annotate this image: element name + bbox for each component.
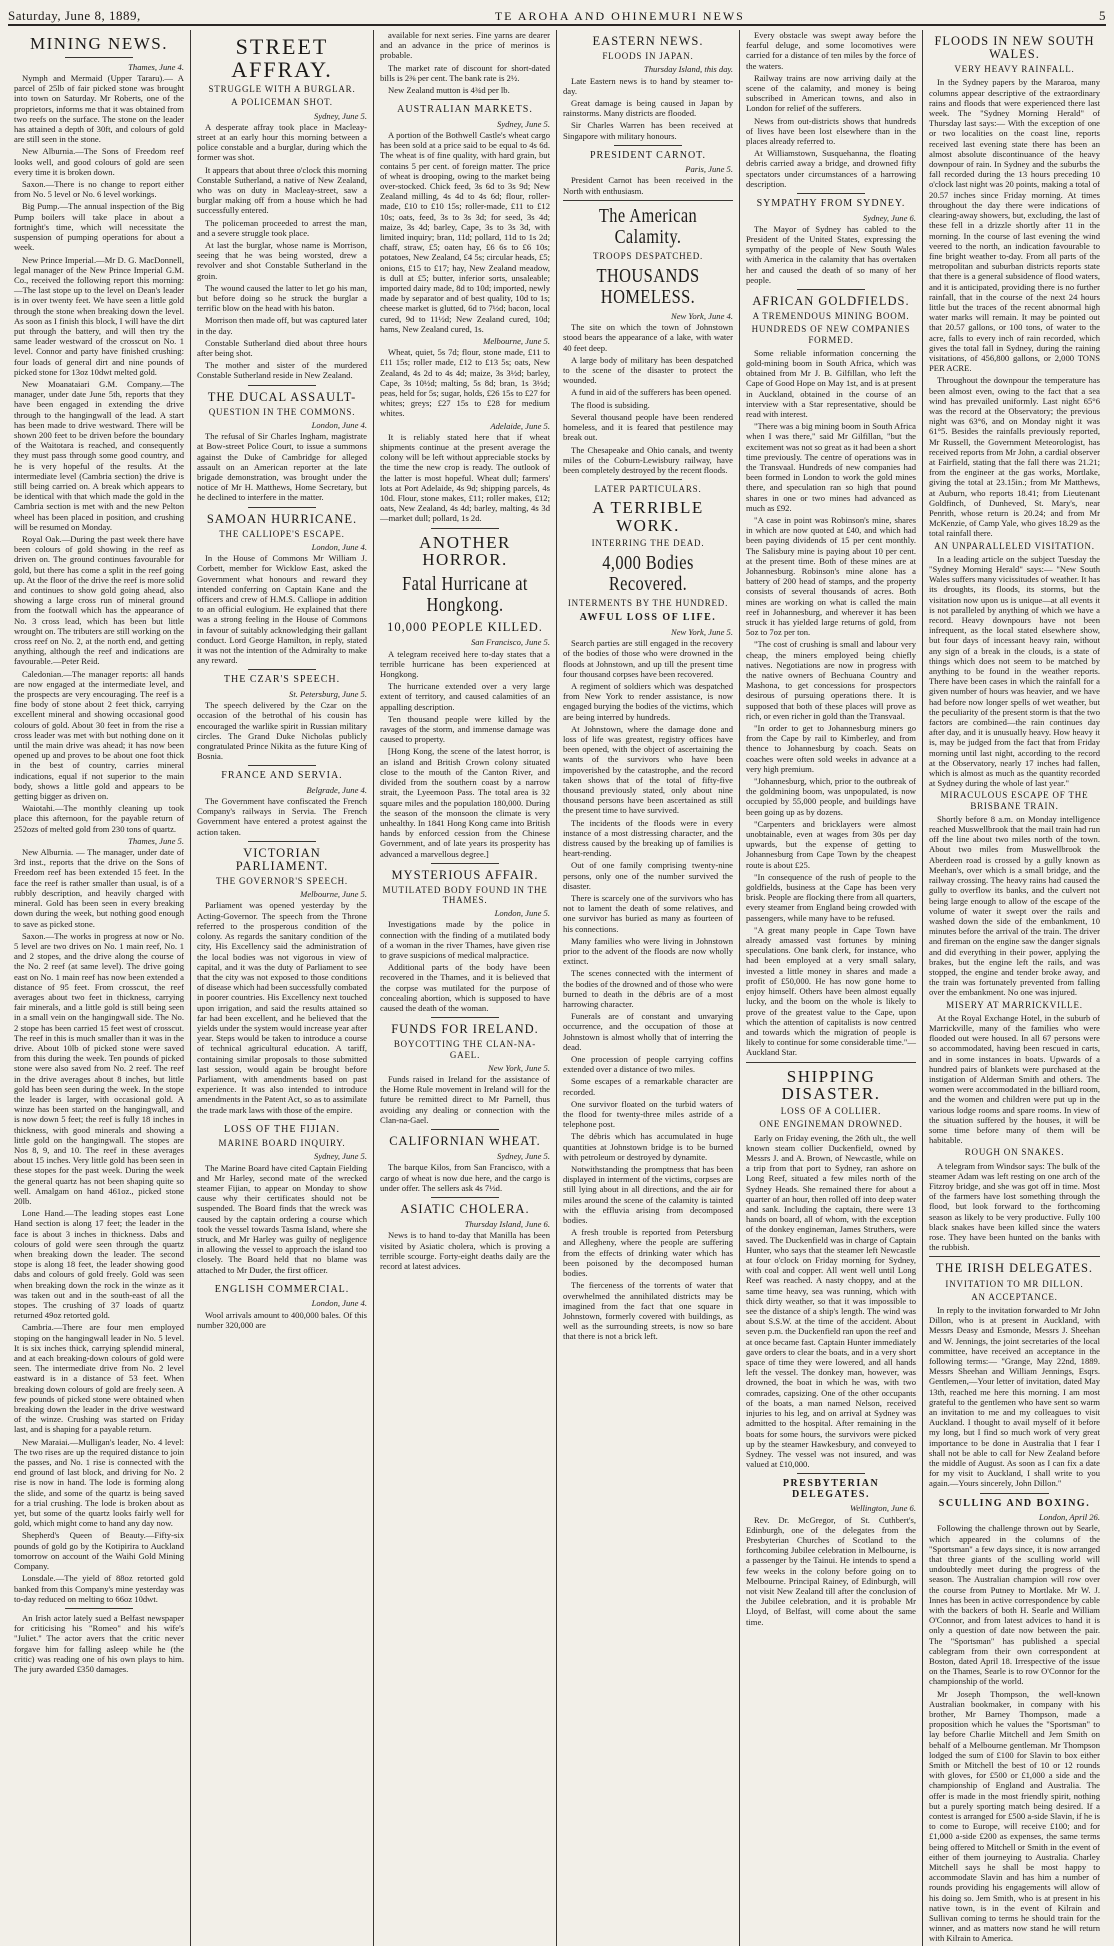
divider xyxy=(563,200,733,201)
column-5 xyxy=(740,30,923,1946)
dateline: Thursday Island, June 6. xyxy=(464,1219,550,1230)
subheading: FLOODS IN JAPAN. xyxy=(602,51,694,62)
column-2 xyxy=(191,30,374,1946)
subheading: MARINE BOARD INQUIRY. xyxy=(218,1138,346,1149)
paragraph: "A case in point was Robinson's mine, shares in which are now quoted at £40, and which had been paying dividends of 15 per cent monthly. The Salisbury mine is paying about 10 per cent. at the present time. Both of these mines are at Johannesburg. Robinson's mine alone has a battery of 200 head of stamps, and the property consists of several thousands of acres. Both mines are working on what is called the main reef in Johannesburg, and wherever it has been struck it has yielded large returns of gold, from 5oz to 7oz per ton. xyxy=(746,514,916,638)
mining-news-heading: MINING NEWS. xyxy=(30,34,168,53)
paragraph: Wool arrivals amount to 400,000 bales. Of this number 320,000 are xyxy=(197,1309,367,1330)
paragraph: Big Pump.—The annual inspection of the Big Pump boilers will take place in about a fortnight's time, which will necessitate the suspension of pumping operations for about a week. xyxy=(14,201,184,253)
divider xyxy=(431,1017,499,1018)
divider xyxy=(980,1493,1048,1494)
paragraph: Royal Oak.—During the past week there have been colours of gold showing in the reef as driven on. The ground continues favourable for gold, but there has come a split in the reef going up. At the floor of the drive the reef is more solid and continues to show gold going ahead, also showing a large cross run of mineral ground from the footwall which has the appearance of No. 3 cross lead, which has been but little wrought on. The tributers are still working on the cross reef on No. 2, at the north end, and getting anything, although the reef and indications are favourable.—Peter Reid. xyxy=(14,533,184,667)
subheading: VERY HEAVY RAINFALL. xyxy=(954,64,1075,75)
divider xyxy=(431,1129,499,1130)
page-number: 5 xyxy=(1098,8,1106,23)
paragraph: Wheat, quiet, 5s 7d; flour, stone made, £11 to £11 15s; roller made, £12 to £13 5s; oats, New Zealand, 4s 2d to 4s 4d; maize, 3s 3½d; barley, Cape, 3s 10½d; malting, 5s 8d; bran, 1s 3½d; peas, held for 5s; sugar, holds, £26 15s to £27 for whites; greys; £27 15s to £28 for medium whites. xyxy=(380,347,550,419)
dateline: London, June 4. xyxy=(311,1298,367,1309)
divider xyxy=(797,289,865,290)
paragraph: Caledonian.—The manager reports: all hands are now engaged at the intermediate level, and the prospects are very encouraging. The reef is a fine body of stone about 2 feet thick, carrying excellent mineral and showing occasional good colours of gold. About 30 feet in from the rise a cross leader was met with but nothing done on it until the main drive was ahead; it has now been opened up and proves to be about one foot thick in the best of country, carries mineral indications, equal if not superior to the main body, shows a little gold and appears to be getting bigger as driven on. xyxy=(14,668,184,802)
paragraph: Additional parts of the body have been recovered in the Thames, and it is believed that the corpse was mutilated for the purpose of concealing abortion, which is supposed to have caused the death of the woman. xyxy=(380,962,550,1014)
paragraph: The Marine Board have cited Captain Fielding and Mr Harley, second mate of the wrecked steamer Fijian, to appear on Monday to show cause why their certificates should not be suspended. The Board finds that the wreck was caused by the captain ordering a course which took the vessel towards Tasma Island, where she struck, and Mr Harley was guilty of negligence in allowing the vessel to approach the island too closely. The Board held that no blame was attached to Mr Duder, the first officer. xyxy=(197,1162,367,1275)
paragraph: In the Sydney papers by the Mararoa, many columns appear descriptive of the extraordinary rains and floods that were experienced there last week. The "Sydney Morning Herald" of Thursday last says:— With the exception of one or two localities on the coast line, reports received last evening state there has been an almost absolute discontinuance of the heavy downpour of rain. In Sydney and the suburbs the fall recorded during the 13 hours preceding 10 o'clock last night was 20 points, making a total of 20.57 inches since Friday morning. At times throughout the day there were indications of clearing-away showers, but, excluding, the last of these fell in a drizzle shortly after 11 in the morning. In the course of last evening the wind veered to the north, an indication favourable to fine bright weather to-day. From all parts of the metropolitan and suburban districts reports state that there is a general subsidence of flood waters, and it is anticipated, providing there is no further rainfall, that in the course of the next 24 hours little but the traces of the recent abnormal high water marks will remain. It may be pointed out that 20.57 gallons, or 100 tons, of water to the acre, falls to every inch of rain recorded, which gives the total fall in Sydney, during the raining visitations, of 456,800 gallons, or 2,000 TONS PER ACRE. xyxy=(929,77,1100,374)
article-heading: AUSTRALIAN MARKETS. xyxy=(397,104,533,116)
divider xyxy=(248,1279,316,1280)
paragraph: [Hong Kong, the scene of the latest horror, is an island and British Crown colony situated close to the mouth of the Canton River, and divided from the southern coast by a narrow strait, the Lyeemoon Pass. The total area is 32 square miles and the population 180,000. During the season of the monsoon the climate is very unhealthy. In 1841 Hong Kong came into British hands by enforced cession from the Chinese Government, and of late years its prosperity has advanced a marvellous degree.] xyxy=(380,746,550,859)
dateline: Sydney, June 5. xyxy=(314,110,367,121)
subheading: MUTILATED BODY FOUND IN THE THAMES. xyxy=(382,884,548,906)
paragraph: The Government have confiscated the French Company's railways in Servia. The French Government have entered a protest against the action taken. xyxy=(197,796,367,837)
subheading: THOUSANDS HOMELESS. xyxy=(596,265,700,309)
paragraph: New Alburnia. — The manager, under date of 3rd inst., reports that the drive on the Sons of Freedom reef has been extended 15 feet. In the face the reef is rather smaller than usual, is of a rubbly description, and heavily charged with mineral. Gold has been seen in every breaking down during the week, but nothing good enough to save as picked stone. xyxy=(14,847,184,929)
subheading: AN ACCEPTANCE. xyxy=(971,1291,1058,1302)
paragraph: Sir Charles Warren has been received at Singapore with military honours. xyxy=(563,120,733,141)
paragraph: Lone Hand.—The leading stopes east Lone Hand section is along 17 feet; the leader in the face is about 3 inches in thickness. Dabs and colours of gold were seen through the quartz when breaking down the leader. The second stope is along 18 feet, the leader showing good dabs and colours of gold freely. Gold was seen when breaking down the rock in the winze as it was taken out and in the south-east of all the stopes. The crushing of 37 loads of quartz returned 49oz retorted gold. xyxy=(14,1208,184,1321)
paragraph: At last the burglar, whose name is Morrison, seeing that he was being worsted, drew a revolver and shot Constable Sutherland in the groin. xyxy=(197,240,367,281)
paragraph: An Irish actor lately sued a Belfast newspaper for criticising his "Romeo" and his wife's "Juliet." The actor avers that the critic never forgave him for falling asleep while he (the critic) was reading one of his own plays to him. The jury awarded £350 damages. xyxy=(14,1612,184,1674)
subheading: QUESTION IN THE COMMONS. xyxy=(208,406,356,417)
paragraph: One survivor floated on the turbid waters of the flood for twenty-three miles astride of a telephone post. xyxy=(563,1098,733,1130)
article-heading: THE CZAR'S SPEECH. xyxy=(223,674,341,686)
subheading: INTERMENTS BY THE HUNDRED. xyxy=(567,598,729,609)
paragraph: Parliament was opened yesterday by the Acting-Governor. The speech from the Throne referred to the prosperous condition of the colony. As regards the sanitary condition of the city, His Excellency said the administration of the local bodies was not vigorous in view of capital, and it was the duty of Parliament to see that the city was not exposed to those conditions of disease which had been successfully combated in poorer countries. His Excellency next touched upon irrigation, and said the results attained so far had been excellent, and he believed that the yields under the system would increase year after year. Steps would be taken to introduce a course of technical agricultural education. A tariff, containing similar proposals to those submitted last session, would again be brought before Parliament, with amendments based on past experience. It was also intended to introduce amendments in the Patent Act, so as to assimilate the trade mark laws with those of the empire. xyxy=(197,900,367,1115)
subheading: AWFUL LOSS OF LIFE. xyxy=(579,612,717,624)
article-heading: CALIFORNIAN WHEAT. xyxy=(389,1134,541,1149)
dateline: Sydney, June 5. xyxy=(497,1151,550,1162)
subheading: Fatal Hurricane at Hongkong. xyxy=(402,573,528,617)
paragraph: Shortly before 8 a.m. on Monday intelligence reached Muswellbrook that the mail train had run off the line about two miles north of the town. About two miles from Muswellbrook the Aberdeen road is crossed by a gully known as Meehan's, over which is a small bridge, and the railway crossing. The heavy rains had caused the gully to overflow its banks, and the culvert not being large enough to allow of the escape of the volume of water it swept over the rails and washed down the side of the embankment, 10 minutes before the arrival of the train. The driver and fireman on the engine saw the danger signals and did everything in their power, applying the brakes, but the engine left the rails, and was stopped, the engine and tender broke away, and the train was fortunately prevented from falling over the embankment. No one was injured. xyxy=(929,813,1100,998)
paragraph: Many families who were living in Johnstown prior to the advent of the floods are now wholly extinct. xyxy=(563,935,733,967)
paragraph: "There was a big mining boom in South Africa when I was there," said Mr Gilfillan, "but the excitement was not so great as it had been a short time previously. The centre of operations was in the Transvaal. Hundreds of new companies had been formed in London to work the gold mines there, and speculation ran so high that pound shares in one or two mines had advanced as much as £92. xyxy=(746,421,916,513)
subheading: LATER PARTICULARS. xyxy=(594,484,702,495)
paragraph: The débris which has accumulated in huge quantities at Johnstown bridge is to be burned with petroleum or destroyed by dynamite. xyxy=(563,1131,733,1162)
paragraph: President Carnot has been received in the North with enthusiasm. xyxy=(563,175,733,196)
paragraph: The speech delivered by the Czar on the occasion of the betrothal of his cousin has encouraged the warlike spirit in Russian military circles. The Grand Duke Nicholas publicly congratulated Prince Nikita as the future King of Bosnia. xyxy=(197,700,367,762)
paragraph: A desperate affray took place in Macleay-street at an early hour this morning between a police constable and a burglar, during which the former was shot. xyxy=(197,121,367,163)
paragraph: Some reliable information concerning the gold-mining boom in South Africa, which was obtained from Mr J. B. Gilfillan, who left the Cape of Good Hope on May 1st, and is at present in Auckland, obtained in the course of an interview with a Star representative, should be read with interest. xyxy=(746,347,916,419)
paragraph: "In consequence of the rush of people to the goldfields, business at the Cape has been very brisk. People are flocking there from all quarters, every steamer from England being crowded with passengers, while many have to be refused. xyxy=(746,871,916,923)
paragraph: Constable Sutherland died about three hours after being shot. xyxy=(197,337,367,359)
paragraph: The fierceness of the torrents of water that overwhelmed the annihilated districts may be imagined from the fact that one square in Johnstown, formerly covered with buildings, as well as the surrounding streets, is now so bare that there is not a brick left. xyxy=(563,1280,733,1342)
dateline: Sydney, June 6. xyxy=(863,212,916,223)
paragraph: The flood is subsiding. xyxy=(571,399,650,410)
paragraph: "A great many people in Cape Town have already amassed vast fortunes by mining speculations. One bank clerk, for instance, who had been employed at a very small salary, invested a little money in shares and made a profit of £50,000. He has now gone home to enjoy himself. Others have been almost equally lucky, and the boom on the whole is likely to prove of the greatest value to the Cape, upon which the attention of capitalists is now centred and towards which the migration of people is likely to continue for some considerable time."—Auckland Star. xyxy=(746,924,916,1058)
paragraph: Notwithstanding the promptness that has been displayed in interment of the victims, corpses are still lying about in all directions, and the air for miles around the scene of the calamity is tainted with the effluvia arising from decomposed bodies. xyxy=(563,1164,733,1226)
paragraph: In a leading article on the subject Tuesday the "Sydney Morning Herald" says:— "New South Wales suffers many vicissitudes of weather. It has its droughts, its floods, its storms, but the visitation now upon us is unique—at all events it is not paralleled by anything of which we have a record. Heavy downpours have not been infrequent, as the local stated elsewhere show, but four days of incessant heavy rain, without any sign of a break in the clouds, is a state of things which does not seem to be matched by anything to be found in the weather reports. There have been cases in which the rainfall for a given number of hours was heavier, and we have had before now longer spells of wet weather, but the peculiarity of the present storm is that the two factors are combined—the rain continues day after day, and it is unusually heavy. How heavy it is, may be judged from the fact that from Friday morning until last night, according to the record at the Observatory, nearly 17 inches had fallen, which is almost as much as the quantity recorded at Sydney during the whole of last year." xyxy=(929,553,1100,789)
article-heading: AFRICAN GOLDFIELDS. xyxy=(752,293,910,308)
divider xyxy=(65,57,133,58)
paragraph: The site on which the town of Johnstown stood bears the appearance of a lake, with water 40 feet deep. xyxy=(563,322,733,353)
subheading: 4,000 Bodies Recovered. xyxy=(602,552,694,596)
divider xyxy=(614,145,682,146)
paragraph: There is scarcely one of the survivors who has not to lament the death of some relatives, and one survivor has buried as many as fourteen of his connections. xyxy=(563,892,733,934)
paragraph: A telegram received here to-day states that a terrible hurricane has been experienced at Hongkong. xyxy=(380,648,550,680)
paragraph: Saxon.—The works in progress at now or No. 5 level are two drives on No. 1 main reef, No. 1 and 2 stopes, and the drive along the course of the No. 2 reef (at same level). The drive going east on No. 1 main reef has now been extended a distance of 95 feet. From crosscut, the reef averages about two feet in thickness, carrying fair minerals, and a little gold is still being seen in a small vein on the hangingwall side. The No. 2 stope has been carried 15 feet west of crosscut. The reef in this is much smaller than it was in the drive. About 10lb of picked stone were saved from this during the week. Ten pounds of picked stone were also saved from No. 2 reef. The reef in the drive averages about 8 inches, but little gold has been seen during the week. In the stope the leader is larger, with occasional gold. A winze has been started on the hangingwall, and is now down 5 feet; the reef is fully 18 inches in thickness, with good minerals and showing a little gold on the hangingwall. The stopes are Nos 8, 9, and 10. The reef in these averages about 15 inches. Very little gold has been seen in these stopes for the past week. During the week the general quartz has not been shaping quite so well. Amalgam on hand 461oz., picked stone 20lb. xyxy=(14,930,184,1206)
subheading: LOSS OF A COLLIER. xyxy=(780,1106,882,1117)
dateline: New York, June 5. xyxy=(488,1062,550,1073)
divider xyxy=(431,1197,499,1198)
paragraph: Waiotahi.—The monthly cleaning up took place this afternoon, for the payable return of 252ozs of melted gold from 230 tons of quartz. xyxy=(14,803,184,834)
paragraph: Some escapes of a remarkable character are recorded. xyxy=(563,1076,733,1097)
paragraph: At Johnstown, where the damage done and loss of life was greatest, registry offices have been opened, with the object of ascertaining the wants of the survivors who have been impoverished by the catastrophe, and the record taken shows that of the total of fifty-five thousand previously stated, only about nine thousand persons have been ascertained as still the present time to have survived. xyxy=(563,723,733,816)
paragraph: It appears that about three o'clock this morning Constable Sutherland, a native of New Zealand, who was on duty in Macleay-street, saw a burglar making off from a house which he had successfully entered. xyxy=(197,164,367,216)
paragraph: "Johannesburg, which, prior to the outbreak of the goldmining boom, was unpopulated, is now occupied by 55,000 people, and buildings have been going up as by dozens. xyxy=(746,776,916,817)
column-6 xyxy=(923,30,1106,1946)
paragraph: The market rate of discount for short-dated bills is 2⅜ per cent. The bank rate is 2½. xyxy=(380,62,550,83)
paragraph: Lonsdale.—The yield of 88oz retorted gold banked from this Company's mine yesterday was to-day reduced on melting to 66oz 10dwt. xyxy=(14,1573,184,1604)
dateline: Thames, June 5. xyxy=(128,835,184,846)
paragraph: Investigations made by the police in connection with the finding of a mutilated body of a woman in the river Thames, have given rise to grave suspicions of medical malpractice. xyxy=(380,919,550,961)
paragraph: Several thousand people have been rendered homeless, and it is feared that pestilence may break out. xyxy=(563,411,733,443)
dateline: Belgrade, June 4. xyxy=(306,784,367,795)
paragraph: The Mayor of Sydney has cabled to the President of the United States, expressing the sympathy of the people of New South Wales with America in the calamity that has overtaken her and caused the death of so many of her people. xyxy=(746,223,916,285)
subheading: THE GOVERNOR'S SPEECH. xyxy=(216,876,348,887)
subheading: INVITATION TO MR DILLON. xyxy=(945,1278,1084,1289)
paragraph: The incidents of the floods were in every instance of a most distressing character, and the distress caused by the breaking up of families is heart-rending. xyxy=(563,817,733,859)
paragraph: Great damage is being caused in Japan by rainstorms. Many districts are flooded. xyxy=(563,97,733,119)
paragraph: A fund in aid of the sufferers has been opened. xyxy=(571,387,732,398)
dateline: Adelaide, June 5. xyxy=(490,420,550,431)
paragraph: "The cost of crushing is small and labour very cheap, the miners employed being chiefly natives. Negotiations are now in progress with the native owners of Bechuana Country and Mashona, to get concessions for prospectors desirous of pursuing operations there. It is supposed that both of these places will prove as rich, or even richer in gold than the Transvaal. xyxy=(746,639,916,721)
paragraph: The refusal of Sir Charles Ingham, magistrate at Bow-street Police Court, to issue a summons against the Duke of Cambridge for alleged assault on an American reporter at the late brigade demonstration, was brought under the notice of Mr H. Matthews, Home Secretary, but he declined to interfere in the matter. xyxy=(197,431,367,503)
paragraph: A regiment of soldiers which was despatched from New York to render assistance, is now engaged burying the bodies of the victims, which are being interred by hundreds. xyxy=(563,680,733,722)
paragraph: A fresh trouble is reported from Petersburg and Allegheny, where the people are suffering from the effects of drinking water which has been poisoned by the decomposed human bodies. xyxy=(563,1227,733,1279)
article-heading: ASIATIC CHOLERA. xyxy=(400,1201,530,1216)
article-heading: FUNDS FOR IRELAND. xyxy=(391,1022,539,1037)
paragraph: New Prince Imperial.—Mr D. G. MacDonnell, legal manager of the New Prince Imperial G.M. Co., received the following report this morning:—The last stope up to the level on Dean's leader is in over twenty feet. We have seen a little gold through the stone when breaking down the level. As soon as I finish this block, I will have the dirt put through the battery, and will then try the same leader westward of the crosscut on No. 1 level. Connor and party have finished crushing: four loads of general dirt and nine pounds of picked stone for 13oz 10dwt melted gold. xyxy=(14,254,184,377)
divider xyxy=(431,863,499,864)
paragraph: In reply to the invitation forwarded to Mr John Dillon, who is at present in Auckland, with Messrs Deasy and Esmonde, Messrs J. Sheehan and W. Jennings, the joint secretaries of the local committee, have received an acceptance in the following terms:— "Grange, May 22nd, 1889. Messrs Sheehan and William Jennings, Esqrs. Gentlemen,—Your letter of invitation, dated May 13th, reached me here this morning. I am most grateful to the gentlemen who have sent so warm an invitation to me and my colleagues to visit Auckland. I thought to avail myself of it before my long, but I find so much work of very great importance to be done in Australia that I fear I shall not be able to call for New Zealand before the middle of August. As soon as I can fix a date for my visit to Auckland, I shall write to you again.—Yours sincerely, John Dillon." xyxy=(929,1304,1100,1489)
paragraph: Throughout the downpour the temperature has been almost even, owing to the fact that a sea wind has prevailed uniformly. Last night 65°6 was the record at the Observatory; the previous night was 63°6, and on Monday night it was 61°5. Besides the rainfalls previously reported, Mr Russell, the Government Meteorologist, has received reports from Mr John, a cardial observer at Fairfield, stating that the fall there was 21.21; from the engineer at the gas works, Mortlake, giving the total at 23.15in.; from Mr Matthews, at Auburn, who reports 18.41; from Lieutenant Goldfinch, of Dunheved, St. Mary's, near Penrith, whose return is 20.24; and from Mr McKenzie, of Camp Yale, who gives 18.29 as the total rainfall there. xyxy=(929,375,1100,539)
subheading: A POLICEMAN SHOT. xyxy=(231,97,333,108)
paragraph: The barque Kilos, from San Francisco, with a cargo of wheat is now due here, and the cargo is under offer. The sellers ask 4s 7½d. xyxy=(380,1162,550,1193)
column-3 xyxy=(374,30,557,1946)
paragraph: New Moanataiari G.M. Company.—The manager, under date June 5th, reports that they have been engaged in extending the drive through to the hangingwall of the lead. A start has been made to drive westward. There will be shown 200 feet to be driven before the boundary of the Waitotara is reached, and consequently they must pass through some good country, and he is very hopeful of the results. At the intermediate level (Cambria section) the drive is still being carried on. A break which appears to be identical with that which made the gold in the Cambria section is met with and the new Pelton wheel has been placed in position, and crushing will be resumed on Monday. xyxy=(14,378,184,532)
dateline: London, June 4. xyxy=(311,420,367,430)
masthead xyxy=(8,4,1106,26)
divider xyxy=(746,1062,916,1063)
paragraph: News from out-districts shows that hundreds of lives have been lost elsewhere than in the places already referred to. xyxy=(746,115,916,147)
paragraph: In the House of Commons Mr William J. Corbett, member for Wicklow East, asked the Government what honours and reward they intended conferring on Captain Kane and the officers and crew of H.M.S. Calliope in addition to an official eulogium. He explained that there was a strong feeling in the House of Commons in favour of suitably acknowledging their gallant conduct. Lord George Hamilton, in reply, stated it was not the intention of the Admiralty to make any reward. xyxy=(197,553,367,666)
paragraph: The policeman proceeded to arrest the man, and a severe struggle took place. xyxy=(197,217,367,238)
paragraph: A large body of military has been despatched to the scene of the disaster to protect the wounded. xyxy=(563,354,733,386)
subheading: STRUGGLE WITH A BURGLAR. xyxy=(208,84,356,95)
divider xyxy=(248,385,316,386)
dateline: Thames, June 4. xyxy=(128,61,184,72)
subheading: INTERRING THE DEAD. xyxy=(591,538,705,548)
paragraph: New Zealand mutton is 4¾d per lb. xyxy=(388,85,510,96)
dateline: Melbourne, June 5. xyxy=(300,889,367,900)
paragraph: Mr Joseph Thompson, the well-known Australian bookmaker, in company with his brother, Mr Barney Thompson, made a proposition which he values the "Sportsman" to lay before Charlie Mitchell and Jem Smith on behalf of a Melbourne gentleman. Mr Thompson lodged the sum of £100 for Slavin to box either Smith or Mitchell the best of 10 or 12 rounds with gloves, for £500 or £1,000 a side and the championship of England and Australia. The offer is made in the most friendly spirit, nothing but a purely sporting match being desired. If a contest is arranged for £500 a-side Slavin, if he is to come to Europe, will receive £100; and for £1,000 a-side £200 as expenses, the same terms being offered to Mitchell or Smith in the event of either of them journeying to Australia. Charley Mitchell says he shall be most happy to accommodate Slavin and has him a number of rounds providing his engagements will allow of his doing so. Jem Smith, who is at present in his native town, is in the event of Kilrain and Sullivan coming to terms he should train for the winner, and as matters now stand he will return with Kilrain to America. xyxy=(929,1688,1100,1944)
dateline: New York, June 4. xyxy=(671,311,733,322)
subheading: MIRACULOUS ESCAPE OF THE BRISBANE TRAIN. xyxy=(940,790,1089,811)
divider xyxy=(929,1256,1100,1257)
paragraph: Cambria.—There are four men employed stoping on the hangingwall leader in No. 5 level. It is six inches thick, carrying splendid mineral, and at each breaking-down colours of gold were seen. The intermediate drive from No. 2 level eastward is in a distance of 53 feet. When breaking down colours of gold are freely seen. A few pounds of picked stone were obtained when breaking down the leader in the drive westward of the winze. Crushing was started on Friday last, and is shaping for a payable return. xyxy=(14,1322,184,1435)
article-heading: VICTORIAN PARLIAMENT. xyxy=(235,845,329,873)
article-heading: ENGLISH COMMERCIAL. xyxy=(214,1283,350,1295)
article-heading: LOSS OF THE FIJIAN. xyxy=(223,1123,341,1135)
subheading: 10,000 PEOPLE KILLED. xyxy=(387,620,543,635)
article-heading: MYSTERIOUS AFFAIR. xyxy=(391,867,539,882)
subheading: A TREMENDOUS MINING BOOM. xyxy=(752,311,910,322)
street-affray-heading: STREET AFFRAY. xyxy=(231,34,333,83)
column-4 xyxy=(557,30,740,1946)
shipping-disaster-heading: SHIPPING DISASTER. xyxy=(781,1066,881,1104)
american-calamity-heading: The American Calamity. xyxy=(598,204,698,248)
paragraph: The Chesapeake and Ohio canals, and twenty miles of the Coburn-Lewisbury railway, have been completely destroyed by the recent floods. xyxy=(563,444,733,475)
paragraph: Saxon.—There is no change to report either from No. 5 level or No. 6 level workings. xyxy=(14,179,184,200)
paragraph: The hurricane extended over a very large extent of territory, and caused calamities of an appalling description. xyxy=(380,681,550,712)
divider xyxy=(65,1608,133,1609)
dateline: London, April 26. xyxy=(1039,1512,1100,1523)
paragraph: Every obstacle was swept away before the fearful deluge, and some locomotives were carried for a distance of ten miles by the force of the waters. xyxy=(746,30,916,71)
dateline: London, June 5. xyxy=(494,908,550,919)
paragraph: Funds raised in Ireland for the assistance of the Home Rule movement in Ireland will for the future be remitted direct to Mr Parnell, thus avoiding any dealing or connection with the Clan-na-Gael. xyxy=(380,1074,550,1125)
paragraph: New Maraiai.—Mulligan's leader, No. 4 level: The two rises are up the required distance to join the passes, and No. 1 rise is connected with the end ground of last block, and driving for No. 2 rise is now in hand. The lode is forming along the slide, and some of the quartz is being saved for a trial crushing. The lode is broken about as yet, but some of the quartz looks fairly well for gold, which might come to hand any day now. xyxy=(14,1436,184,1529)
issue-date: Saturday, June 8, 1889, xyxy=(8,8,141,23)
paragraph: Ten thousand people were killed by the ravages of the storm, and immense damage was caused to property. xyxy=(380,713,550,745)
subheading: ONE ENGINEMAN DROWNED. xyxy=(759,1119,903,1130)
article-heading: EASTERN NEWS. xyxy=(592,34,704,48)
subheading: AN UNPARALLELED VISITATION. xyxy=(934,540,1095,551)
article-heading: FLOODS IN NEW SOUTH WALES. xyxy=(934,34,1095,62)
subheading: THE CALLIOPE'S ESCAPE. xyxy=(219,528,345,539)
dateline: Wellington, June 6. xyxy=(849,1503,916,1514)
paragraph: Out of one family comprising twenty-nine persons, only one of the number survived the disaster. xyxy=(563,860,733,891)
article-heading: THE DUCAL ASSAULT- xyxy=(207,389,357,404)
article-heading: FRANCE AND SERVIA. xyxy=(221,770,343,782)
subheading: BOYCOTTING THE CLAN-NA-GAEL. xyxy=(393,1039,537,1060)
divider xyxy=(248,507,316,508)
paragraph: It is reliably stated here that if wheat shipments continue at the present average the colony will be left without appreciable stocks by the time the new crop is ready. The outlook of the latter is most hopeful. Wheat dull; farmers' lots at Port Adelaide, 4s 9d; shipping parcels, 4s 10d. Flour, stone makes, £11; roller makes, £12; oats, New Zealand, 4s 4d; barley, malting, 4s 3d—market dull; pollard, 1s 2d. xyxy=(380,431,550,524)
paragraph: Nymph and Mermaid (Upper Tararu).— A parcel of 25lb of fair picked stone was brought into town on Saturday. Mr Roberts, one of the proprietors, informs me that it was obtained from two reefs on the surface. The stone on the leader has attained a depth of 30ft, and colours of gold are still seen in the stone. xyxy=(14,73,184,145)
paragraph: The wound caused the latter to let go his man, but before doing so he struck the burglar a terrific blow on the head with his baton. xyxy=(197,282,367,314)
paragraph: Funerals are of constant and unvarying occurrence, and the occupation of those at Johnstown is almost wholly that of interring the dead. xyxy=(563,1011,733,1052)
divider xyxy=(248,669,316,670)
paragraph: "In order to get to Johannesburg miners go from the Cape by rail to Kimberley, and from thence to Johannesburg by coach. Seats on coaches were often sold weeks in advance at a very high premium. xyxy=(746,723,916,774)
subheading: TROOPS DESPATCHED. xyxy=(592,250,704,261)
dateline: Paris, June 5. xyxy=(685,164,733,175)
dateline: New York, June 5. xyxy=(671,626,733,637)
divider xyxy=(248,765,316,766)
divider xyxy=(431,99,499,100)
divider xyxy=(431,528,499,529)
dateline: Melbourne, June 5. xyxy=(483,335,550,346)
paragraph: available for next series. Fine yarns are dearer and an advance in the price of merinos is probable. xyxy=(380,30,550,61)
divider xyxy=(248,1119,316,1120)
divider xyxy=(797,193,865,194)
dateline: Thursday Island, this day. xyxy=(643,64,733,75)
divider xyxy=(614,479,682,480)
paragraph: At the Royal Exchange Hotel, in the suburb of Marrickville, many of the families who were flooded out were housed. In all 67 persons were so accommodated, having been rescued in carts, and in some instances in boats. Upwards of a hundred pairs of blankets were purchased at the instigation of Alderman Smith and others. The women were accommodated in the billiard room, and the women and children were put up in the various lodge rooms and spare rooms. In view of the situation suffered by the houses, it will be some time before many of them will be habitable. xyxy=(929,1012,1100,1146)
article-heading: PRESIDENT CARNOT. xyxy=(589,149,707,161)
subheading: HUNDREDS OF NEW COMPANIES FORMED. xyxy=(751,324,911,345)
dateline: San Francisco, June 5. xyxy=(471,637,550,648)
paragraph: Early on Friday evening, the 26th ult., the well known steam collier Duckenfield, owned by Messrs J. and A. Brown, of Newcastle, while on a trip from that port to Sydney, ran ashore on Long Reef, situated a few miles north of the Sydney Heads. She remained there for about a quarter of an hour, then rolled off into deep water and sank. Including the captain, there were 13 hands on board, all of whom, with the exception of the donkey engineman, James Struthers, were saved. The Duckenfield was in charge of Captain Hunter, who says that the steamer left Newcastle at four o'clock on Friday morning for Sydney, with coal and copper. All went well until Long Reef was reached. A nasty choppy, and at the same time heavy, sea was running, which with thick dirty weather, so that it was impossible to see the distance of a ship's length. The wind was about S.S.W. at the time of the accident. About seven p.m. the Duckenfield ran upon the reef and at once became fast. Captain Hunter immediately gave orders to clear the boats, and in a very short space of time they were lowered, and all hands left the vessel. The donkey man, however, was drowned, the boat in which he was, with two comrades, capsizing. One of the other occupants of the boats, a man named Nelson, received injuries to his leg, and on arrival at Sydney was admitted to the hospital. After remaining in the boats for some hours, the survivors were picked up by the steamer Hawkesbury, and conveyed to Sydney. The vessel was not insured, and was valued at £10,000. xyxy=(746,1132,916,1470)
article-heading: SCULLING AND BOXING. xyxy=(938,1497,1091,1509)
article-heading: SYMPATHY FROM SYDNEY. xyxy=(756,198,906,210)
paragraph: Late Eastern news is to hand by steamer to-day. xyxy=(563,75,733,96)
paragraph: A telegram from Windsor says: The bulk of the steamer Adam was left resting on one arch of the Fitzroy bridge, and she was got off in time. Most of the farmers have lost something through the flood, but look forward to the forthcoming season as likely to be very productive. Fully 100 black snakes have been killed since the waters rose. They have been hunted on the banks with the rubbish. xyxy=(929,1160,1100,1253)
paragraph: Rev. Dr. McGregor, of St. Cuthbert's, Edinburgh, one of the delegates from the Presbyterian Churches of Scotland to the forthcoming Jubilee celebration in Melbourne, is a passenger by the Tainui. He intends to spend a few weeks in the colony before going on to Melbourne. Principal Rainey, of Edinburgh, will not visit New Zealand till after the conclusion of the Jubilee celebration, and it is probable Mr Lloyd, of Belfast, will come about the same time. xyxy=(746,1514,916,1627)
subheading: ROUGH ON SNAKES. xyxy=(964,1147,1065,1158)
article-heading: PRESBYTERIAN DELEGATES. xyxy=(782,1478,880,1500)
paragraph: New Alburnia.—The Sons of Freedom reef looks well, and good colours of gold are seen every time it is broken down. xyxy=(14,146,184,177)
paragraph: One procession of people carrying coffins extended over a distance of two miles. xyxy=(563,1054,733,1075)
newspaper-title: TE AROHA AND OHINEMURI NEWS xyxy=(494,9,745,23)
paragraph: At Williamstown, Susquehanna, the floating debris carried away a bridge, and drowned fifty spectators under circumstances of a harrowing description. xyxy=(746,148,916,189)
paragraph: The mother and sister of the murdered Constable Sutherland reside in New Zealand. xyxy=(197,360,367,381)
paragraph: Shepherd's Queen of Beauty.—Fifty-six pounds of gold go by the Kotipirira to Auckland tomorrow on account of the Waihi Gold Mining Company. xyxy=(14,1530,184,1572)
paragraph: Railway trains are now arriving daily at the scene of the calamity, and money is being subscribed in American towns, and also in London for relief of the sufferers. xyxy=(746,72,916,114)
column-1 xyxy=(8,30,191,1946)
paragraph: Morrison then made off, but was captured later in the day. xyxy=(197,315,367,336)
paragraph: Following the challenge thrown out by Searle, which appeared in the columns of the "Sportsman" a few days since, it is now arranged that three giants of the sculling world will undoubtedly meet during the progress of the season. The Australian champion will row over the course from Putney to Mortlake. Mr W. J. Innes has been in active correspondence by cable with the backers of both H. Searle and William O'Connor, and from latest advices to hand it is only a question of date now between the pair. The "Sportsman" has published a special cablegram from their own correspondent at Boston, dated April 18. Irrespective of the issue on the Thames, Searle is to row O'Connor for the championship of the world. xyxy=(929,1523,1100,1687)
divider xyxy=(797,1473,865,1474)
another-horror-heading: ANOTHER HORROR. xyxy=(419,532,511,570)
paragraph: News is to hand to-day that Manilla has been visited by Asiatic cholera, which is proving a terrible scourge. Forty-eight deaths daily are the record at latest advices. xyxy=(380,1230,550,1271)
article-heading: THE IRISH DELEGATES. xyxy=(935,1261,1094,1276)
paragraph: "Carpenters and bricklayers were almost unobtainable, even at wages from 30s per day upwards, but the expense of getting to Johannesburg from Cape Town by the cheapest route is about £25. xyxy=(746,818,916,870)
dateline: Sydney, June 5. xyxy=(497,118,550,129)
dateline: London, June 4. xyxy=(311,541,367,552)
divider xyxy=(248,841,316,842)
article-heading: SAMOAN HURRICANE. xyxy=(206,511,358,526)
paragraph: Search parties are still engaged in the recovery of the bodies of those who were drowned in the floods at Johnstown, and up till the present time four thousand corpses have been recovered. xyxy=(563,638,733,679)
paragraph: The scenes connected with the interment of the bodies of the drowned and of those who were burned to death in the débris are of a most harrowing character. xyxy=(563,968,733,1010)
paragraph: A portion of the Bothwell Castle's wheat cargo has been sold at a price said to be equal to 4s 6d. The wheat is of fine quality, with hard grain, but contains 5 per cent. of foreign matter. The price of wheat is drooping, owing to the market being over-stocked. Chick feed, 3s 6d to 3s 9d; New Zealand milling, 4s 4d to 4s 6d; flour, roller-made, £10 to £10 15s; roller-made, £11 to £12 10s; oats, feed, 3s to 3s 3d; for seed, 3s 4d; maize, 3s 4d; barley, Cape, 3s to 3s 3d, with limited inquiry; bran, 11d; pollard, 11d to 1s 2d; chaff, straw, £5; oaten hay, £6 6s to £6 10s; potatoes, New Zealand, £4 5s; circular heads, £5; onions, £15 to £17; hay, New Zealand meadow, is dull at £5; butter, inferior sorts, unsaleable; imported dairy made, 8d to 10d; imported, newly made by separator and of best quality, 10d to 1s; cheese market is glutted, 6d to 7½d; bacon, local cured, 9d to 11½d; New Zealand cured, 10d; hams, New Zealand cured, 1s. xyxy=(380,129,550,334)
columns xyxy=(8,30,1106,1944)
subheading: MISERY AT MARRICKVILLE. xyxy=(946,999,1083,1010)
terrible-work-heading: A TERRIBLE WORK. xyxy=(592,498,704,536)
dateline: St. Petersburg, June 5. xyxy=(289,688,367,699)
dateline: Sydney, June 5. xyxy=(314,1151,367,1162)
